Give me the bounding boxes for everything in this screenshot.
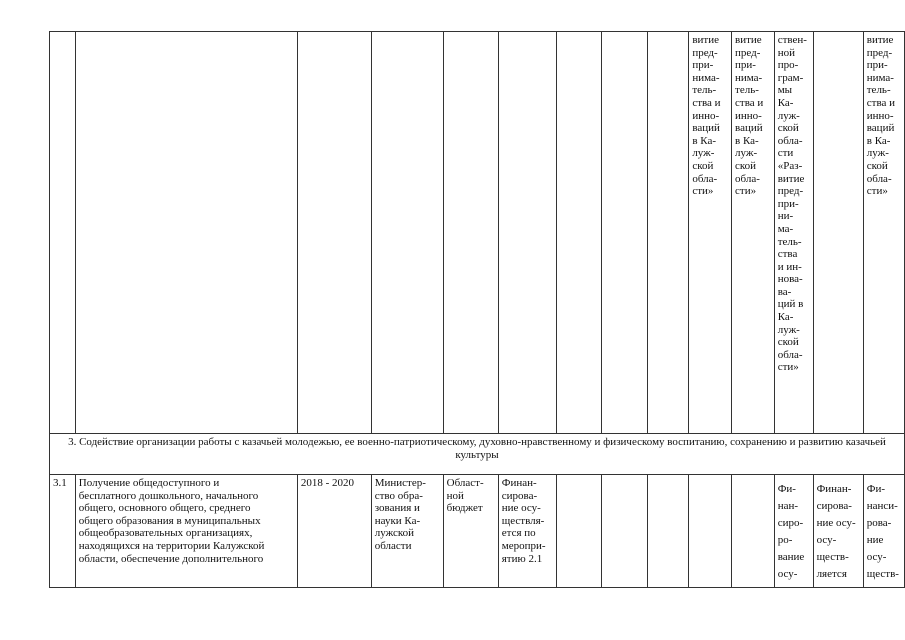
cell-period: [297, 32, 371, 434]
cell-source: [443, 32, 498, 434]
row-number: 3.1: [50, 475, 76, 588]
row-col8: [602, 475, 647, 588]
cell-col12: ствен- ной про- грам- мы Ка- луж- ской обла- сти «Раз- витие пред- при- ни- ма- тель- ства и ин- нова- ва- ций в Ка- луж- ской обла- сти»: [774, 32, 813, 434]
row-col11: [732, 475, 775, 588]
section-heading-row: [50, 434, 905, 475]
row-name: Получение общедоступного и бесплатного дошкольного, начального общего, основного общего, среднего общего образования в муниципальных общеобразовательных организациях, находящихся на территории Калужской области, обеспечение дополнительного: [75, 475, 297, 588]
row-col6: Финан- сирова- ние осу- ществля- ется по меропри- ятию 2.1: [498, 475, 557, 588]
document-table: [49, 31, 905, 588]
row-col13: Финан- сирова- ние осу- осу- ществ- ляется: [813, 475, 863, 588]
row-col10: [689, 475, 732, 588]
cell-number: [50, 32, 76, 434]
cell-executor: [371, 32, 443, 434]
row-col12: Фи- нан- сиро- ро- вание осу-: [774, 475, 813, 588]
row-executor: Министер- ство обра- зования и науки Ка- лужской области: [371, 475, 443, 588]
section-heading: 3. Содействие организации работы с казачьей молодежью, ее военно-патриотическому, духовно-нравственному и физическому воспитанию, сохранению и развитию казачьей культуры: [50, 434, 905, 475]
cell-name: [75, 32, 297, 434]
cell-col7: [557, 32, 602, 434]
row-col7: [557, 475, 602, 588]
row-period: 2018 - 2020: [297, 475, 371, 588]
row-col9: [647, 475, 689, 588]
row-source: Област- ной бюджет: [443, 475, 498, 588]
table-row-continued: [50, 32, 905, 434]
cell-col13: [813, 32, 863, 434]
table-row-3-1: [50, 475, 905, 588]
cell-col10: витие пред- при- нима- тель- ства и инно- ваций в Ка- луж- ской обла- сти»: [689, 32, 732, 434]
cell-col14: витие пред- при- нима- тель- ства и инно- ваций в Ка- луж- ской обла- сти»: [863, 32, 904, 434]
cell-col8: [602, 32, 647, 434]
cell-col6: [498, 32, 557, 434]
cell-col11: витие пред- при- нима- тель- ства и инно- ваций в Ка- луж- ской обла- сти»: [732, 32, 775, 434]
cell-col9: [647, 32, 689, 434]
row-col14: Фи- нанси- рова- ние осу- ществ-: [863, 475, 904, 588]
